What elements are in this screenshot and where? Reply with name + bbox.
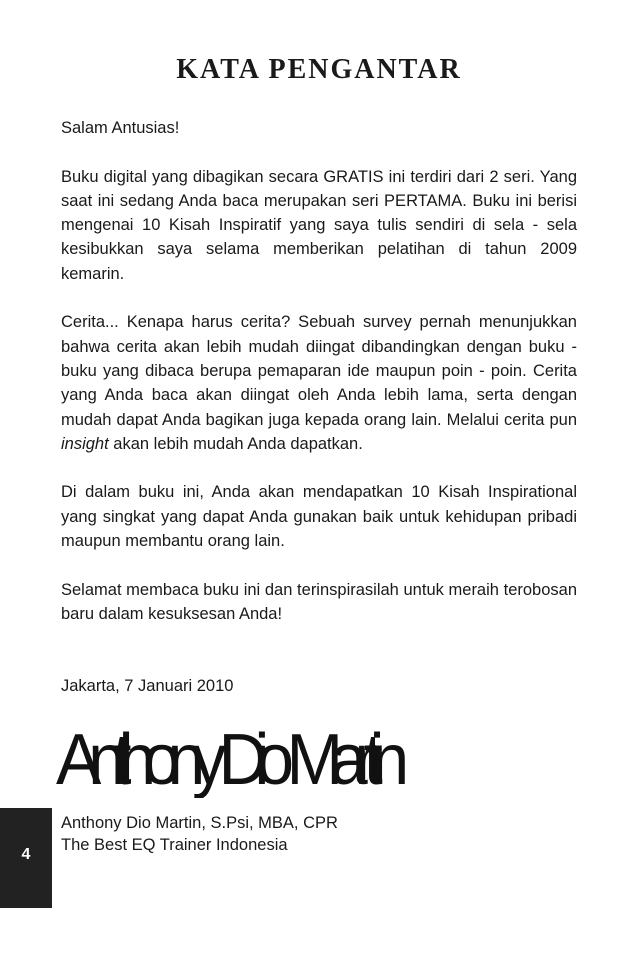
signature-text: Anthony Dio Martin (56, 720, 406, 798)
page-title: KATA PENGANTAR (176, 54, 462, 85)
signer-title: The Best EQ Trainer Indonesia (61, 836, 288, 854)
paragraph-2 (61, 310, 577, 456)
letter-body (61, 116, 577, 699)
paragraph-4: Selamat membaca buku ini dan terinspirasilah untuk meraih terobosan baru dalam kesuksesan Anda! (61, 580, 577, 623)
paragraph-3: Di dalam buku ini, Anda akan mendapatkan 10 Kisah Inspirational yang singkat yang dapat Anda gunakan baik untuk kehidupan pribadi maupun membantu orang lain. (61, 483, 577, 551)
paragraph-1: Buku digital yang dibagikan secara GRATIS ini terdiri dari 2 seri. Yang saat ini sedang Anda baca merupakan seri PERTAMA. Buku ini berisi mengenai 10 Kisah Inspiratif yang saya tulis sendiri di sela - sela kesibukkan saya selama memberikan pelatihan di tahun 2009 kemarin. (61, 167, 577, 283)
paragraph-2-before: Cerita... Kenapa harus cerita? Sebuah survey pernah menunjukkan bahwa cerita akan lebih mudah diingat dibandingkan dengan buku - buku yang dibaca berupa pemaparan ide maupun poin - poin. Cerita yang Anda baca akan diingat oleh Anda lebih lama, serta dengan mudah dapat Anda bagikan juga kepada orang lain. Melalui cerita pun (61, 313, 577, 429)
signer-name: Anthony Dio Martin, S.Psi, MBA, CPR (61, 814, 338, 832)
signature-graphic (56, 718, 416, 798)
greeting: Salam Antusias! (61, 119, 180, 137)
page-number: 4 (21, 846, 31, 863)
signature (56, 718, 416, 798)
signer-block (61, 812, 338, 856)
date-line: Jakarta, 7 Januari 2010 (61, 677, 234, 696)
paragraph-2-italic: insight (61, 434, 109, 453)
paragraph-2-after: akan lebih mudah Anda dapatkan. (108, 434, 363, 453)
